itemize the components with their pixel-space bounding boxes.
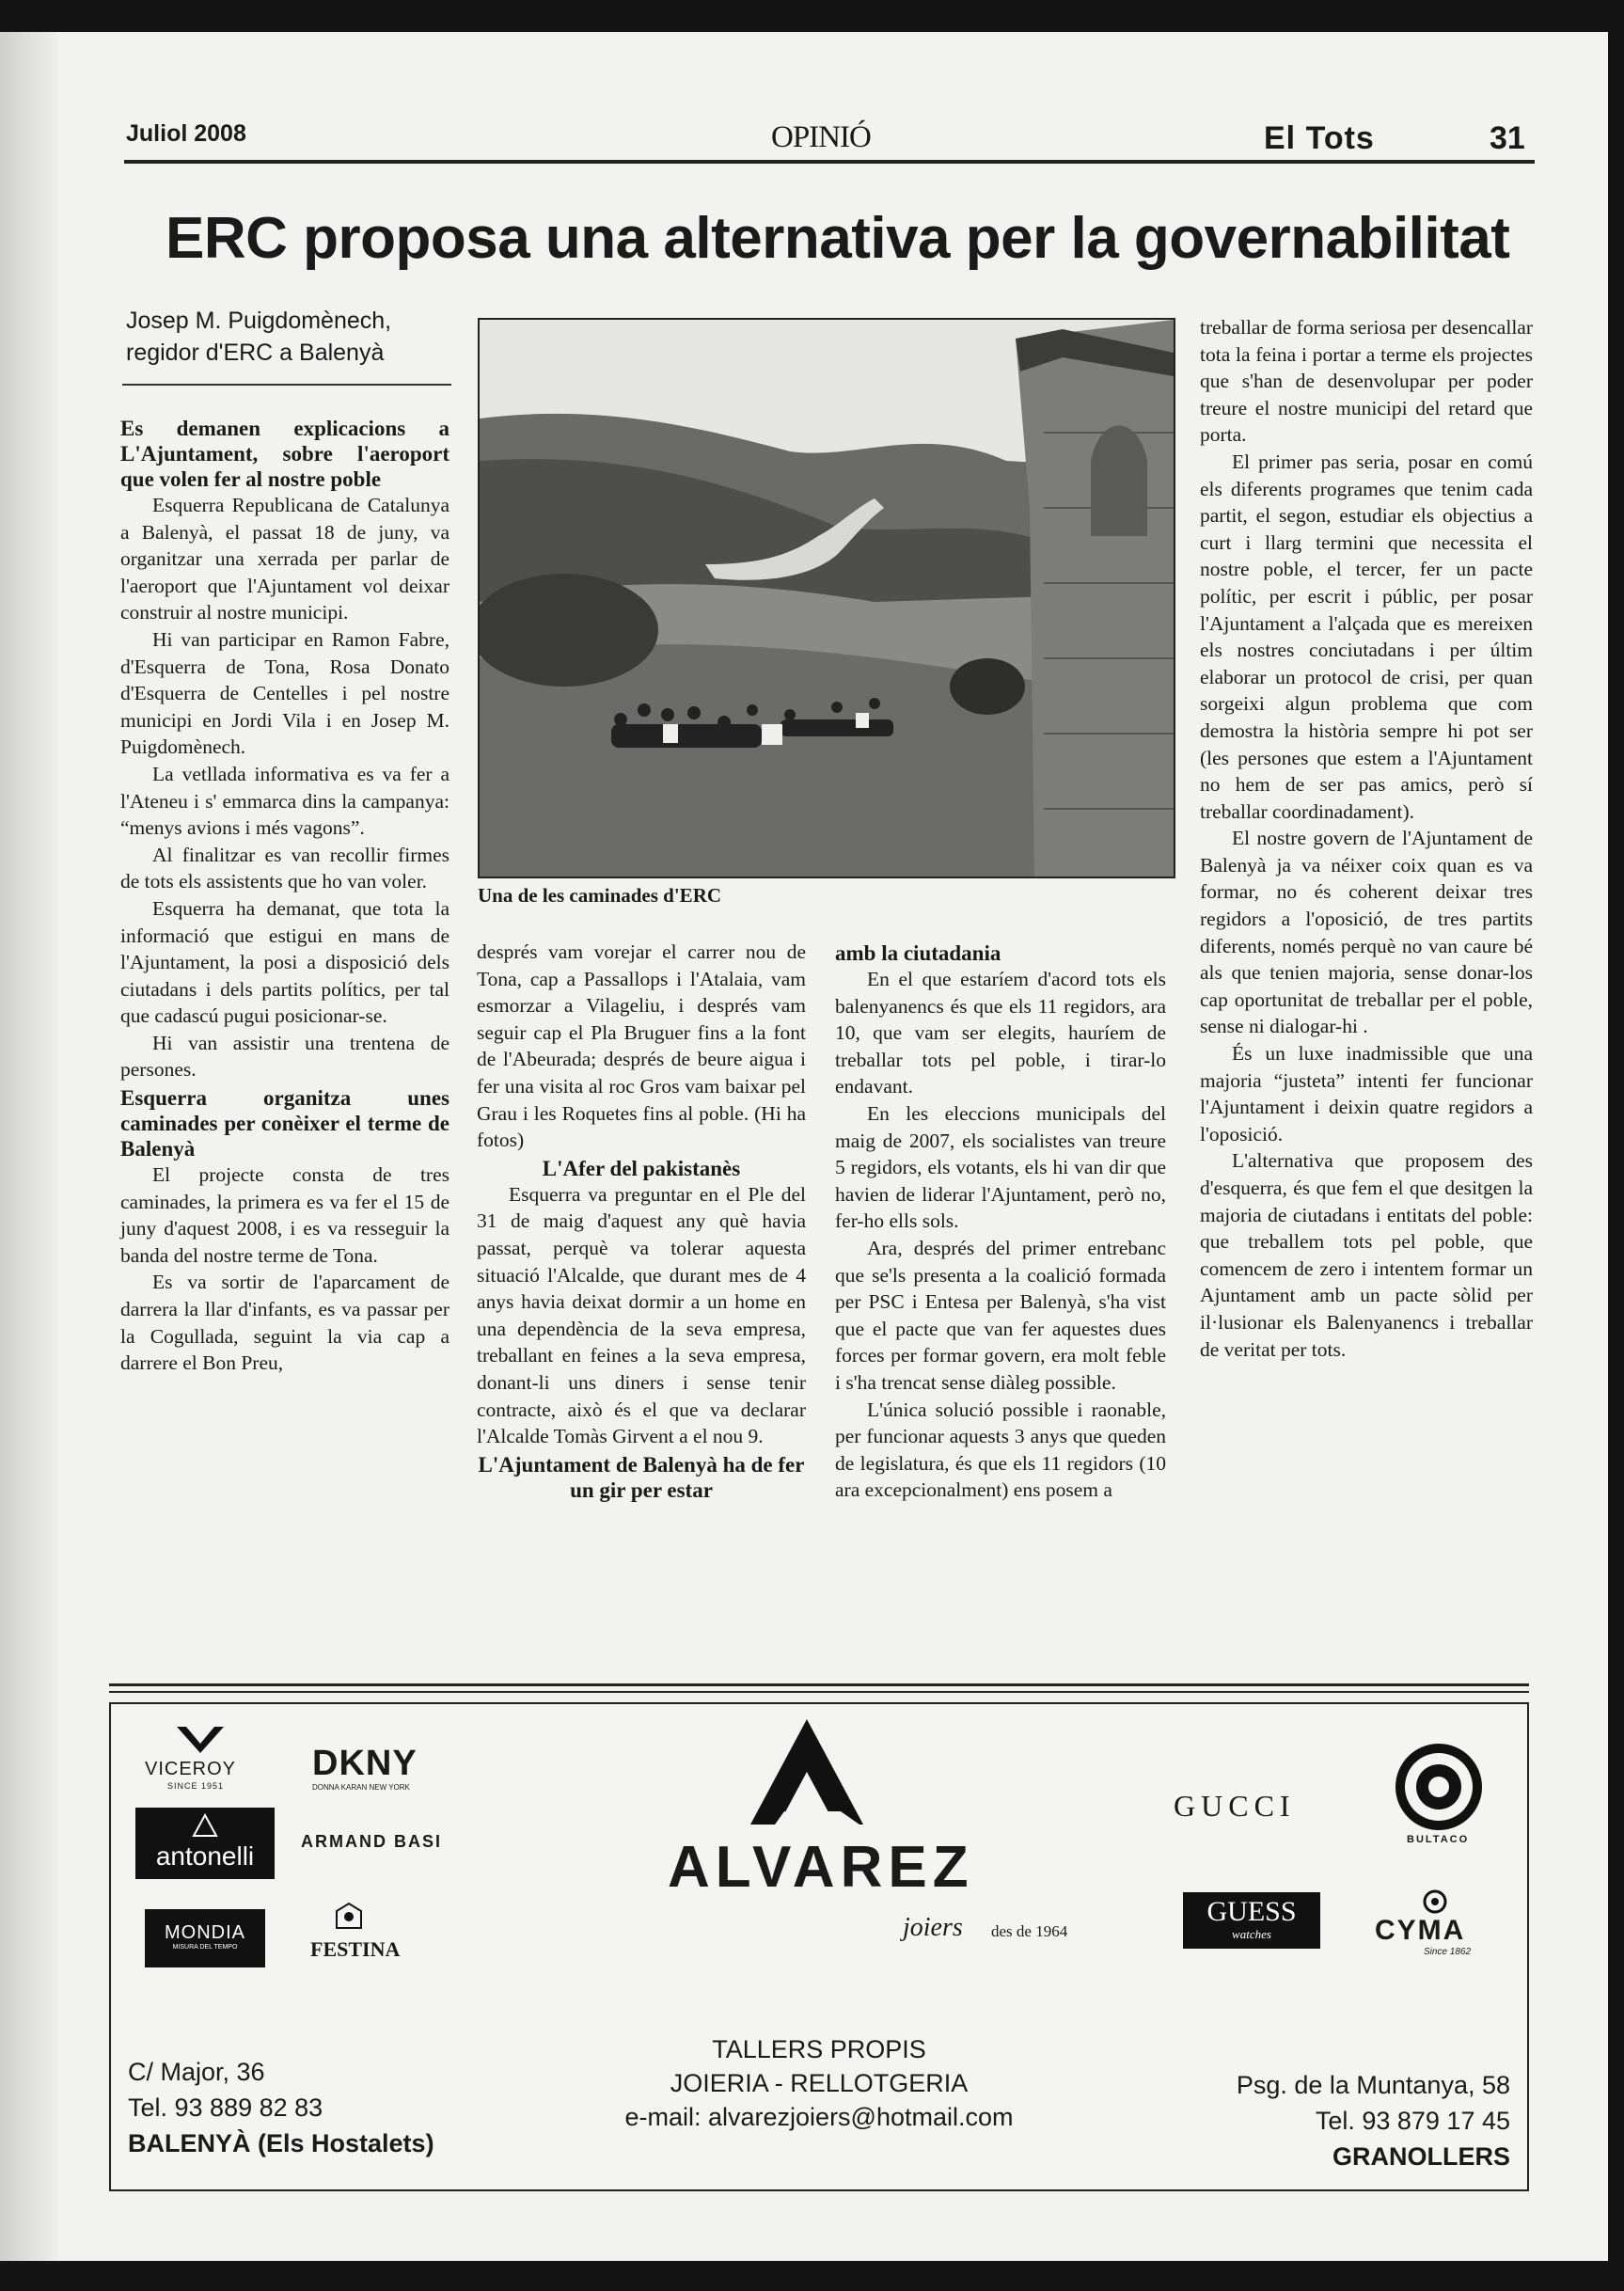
paragraph: Hi van assistir una trentena de persones. (120, 1031, 449, 1082)
paragraph: El nostre govern de l'Ajuntament de Balenyà ja va néixer coix quan es va formar, no és coherent deixar tres regidors a l'oposició, de tres partits diferents, només perquè no van caure bé als que tenien majoria, sense donar-los cap oportunitat de treballar per el poble, sense ni dialogar-hi . (1200, 827, 1533, 1038)
article-column-1 (120, 414, 449, 1377)
store-email[interactable]: e-mail: alvarezjoiers@hotmail.com (624, 2103, 1014, 2131)
store-since: des de 1964 (991, 1922, 1068, 1940)
left-shop-address: C/ Major, 36 (128, 2058, 265, 2086)
left-shop-phone: Tel. 93 889 82 83 (128, 2094, 323, 2122)
byline (126, 305, 449, 369)
ad-rule-bottom (109, 1691, 1529, 1693)
antonelli-logo (135, 1808, 275, 1879)
paragraph: La vetllada informativa es va fer a l'Ateneu i s' emmarca dins la campanya: “menys avions i més vagons”. (120, 762, 449, 840)
cyma-emblem-icon (1422, 1888, 1448, 1915)
mondia-logo (145, 1909, 265, 1967)
page-number: 31 (1490, 120, 1525, 156)
byline-author: Josep M. Puigdomènech, (126, 308, 392, 334)
viceroy-tagline: SINCE 1951 (167, 1781, 225, 1791)
paragraph: Esquerra ha demanat, que tota la informació que estigui en mans de l'Ajuntament, la posi a disposició dels ciutadans i dels partits polítics, per tal que cadascú pugui posicionar-se. (120, 896, 449, 1028)
paragraph: Es va sortir de l'aparcament de darrera la llar d'infants, es va passar per la Cogullada, seguint la via cap a darrere el Bon Preu, (120, 1271, 449, 1375)
jeweler-advertisement (109, 1702, 1529, 2191)
bultaco-logo-icon (1394, 1742, 1484, 1832)
viceroy-logo-icon (167, 1725, 233, 1757)
paragraph: El projecte consta de tres caminades, la primera es va fer el 15 de juny d'aquest 2008, i es va resseguir la banda del nostre terme de Tona. (120, 1163, 449, 1267)
armand-basi-brand: ARMAND BASI (301, 1832, 442, 1851)
bultaco-brand: BULTACO (1407, 1834, 1470, 1845)
guess-brand: GUESS (1206, 1896, 1297, 1927)
mondia-brand: MONDIA (165, 1922, 245, 1943)
gucci-brand: GUCCI (1174, 1789, 1296, 1823)
article-title: ERC proposa una alternativa per la governabilitat (166, 206, 1510, 271)
cyma-brand: CYMA (1375, 1915, 1466, 1946)
store-name: ALVAREZ (668, 1835, 974, 1900)
paragraph: treballar de forma seriosa per desencallar tota la feina i portar a terme els projectes que s'han de desenvolupar per poder treure el nostre municipi del retard que porta. (1200, 316, 1533, 447)
paragraph: En les eleccions municipals del maig de 2007, els socialistes van treure 5 regidors, els votants, els hi van dir que havien de liderar l'Ajuntament, però no, fer-ho ells sols. (835, 1101, 1166, 1233)
antonelli-brand: antonelli (155, 1841, 255, 1871)
article-column-3 (835, 939, 1166, 1504)
right-shop-town: GRANOLLERS (1332, 2142, 1510, 2171)
subheading: L'Ajuntament de Balenyà ha de fer un gir per estar (478, 1452, 805, 1502)
right-shop-address: Psg. de la Muntanya, 58 (1236, 2071, 1510, 2099)
issue-date: Juliol 2008 (126, 120, 246, 147)
header-rule (124, 160, 1535, 164)
antonelli-emblem-icon (191, 1813, 219, 1838)
services-line-2: JOIERIA - RELLOTGERIA (670, 2069, 969, 2097)
subheading: amb la ciutadania (835, 941, 1001, 965)
subheading: Es demanen explicacions a L'Ajuntament, sobre l'aeroport que volen fer al nostre poble (120, 417, 449, 491)
paragraph: L'única solució possible i raonable, per funcionar aquests 3 anys que queden de legislatura, és que els 11 regidors (10 ara excepcionalment) ens posem a (835, 1398, 1166, 1502)
article-column-4 (1200, 314, 1533, 1363)
mondia-tagline: MISURA DEL TEMPO (172, 1944, 238, 1951)
right-shop-phone: Tel. 93 879 17 45 (1315, 2107, 1510, 2135)
paragraph: Ara, després del primer entrebanc que se'ls presenta a la coalició formada per PSC i Entesa per Balenyà, s'ha vist que el pacte que van fer aquestes dues forces per formar govern, era molt feble i s'ha trencat sense diàleg possible. (835, 1236, 1166, 1394)
paragraph: Esquerra Republicana de Catalunya a Balenyà, el passat 18 de juny, va organitzar una xerrada per parlar de l'aeroport que l'Ajuntament vol deixar construir al nostre municipi. (120, 494, 449, 624)
byline-rule (122, 384, 451, 386)
publication-name: El Tots (1264, 120, 1375, 156)
guess-logo (1183, 1892, 1320, 1949)
store-tagline: joiers (903, 1913, 963, 1942)
alvarez-mountain-icon (747, 1717, 867, 1826)
byline-role: regidor d'ERC a Balenyà (126, 340, 385, 366)
paragraph: Al finalitzar es van recollir firmes de tots els assistents que ho van voler. (120, 843, 449, 893)
dkny-brand: DKNY (312, 1744, 418, 1783)
article-photo (478, 318, 1175, 878)
landscape-photo-image (480, 320, 1174, 877)
paragraph: L'alternativa que proposem des d'esquerra, és que fem el que desitgen la majoria de ciutadans i entitats del poble: que treballem tots pel poble, que comencem de zero i intentem formar un Ajuntament amb un pacte sòlid per il·lusionar els Balenyanencs i treballar de veritat per tots. (1200, 1149, 1533, 1361)
paragraph: Hi van participar en Ramon Fabre, d'Esquerra de Tona, Rosa Donato d'Esquerra de Centelles i pel nostre municipi en Jordi Vila i en Josep M. Puigdomènech. (120, 627, 449, 759)
viceroy-brand: VICEROY (145, 1759, 237, 1779)
cyma-tagline: Since 1862 (1424, 1947, 1472, 1957)
services-line-1: TALLERS PROPIS (712, 2035, 926, 2063)
article-column-2 (477, 939, 806, 1503)
guess-tagline: watches (1232, 1927, 1271, 1941)
festina-brand: FESTINA (310, 1937, 401, 1961)
paragraph: En el que estaríem d'acord tots els balenyanencs és que els 11 regidors, ara 10, que vam ser elegits, hauríem de treballar tots pel poble, i tirar-lo endavant. (835, 968, 1166, 1098)
paragraph: El primer pas seria, posar en comú els diferents programes que tenim cada partit, el segon, estudiar els objectius a curt i llarg termini que necessita el nostre poble, el tercer, fer un pacte polític, per escrit i públic, per posar l'Ajuntament a l'alçada que es mereixen els nostres conciutadans i per últim elaborar un protocol de crisi, per quan sorgeixi algun problema que com demostra la història sempre hi pot ser (les persones que estem a l'Ajuntament no hem de ser pas amics, però sí treballar coordinadament). (1200, 450, 1533, 823)
paragraph: després vam vorejar el carrer nou de Tona, cap a Passallops i l'Atalaia, vam esmorzar a Vilageliu, i després vam seguir cap el Pla Bruguer fins a la font de l'Abeurada; després de beure aigua i fer una visita al roc Gros vam baixar pel Grau i les Roquetes fins al poble. (Hi ha fotos) (477, 940, 806, 1152)
ad-rule-top (109, 1683, 1529, 1686)
paragraph: És un luxe inadmissible que una majoria “justeta” intenti fer funcionar l'Ajuntament i deixin quatre regidors a l'oposició. (1200, 1042, 1533, 1146)
festina-crest-icon (333, 1902, 365, 1930)
photo-caption: Una de les caminades d'ERC (478, 884, 722, 907)
paragraph: Esquerra va preguntar en el Ple del 31 de maig d'aquest any què havia passat, perquè va tolerar aquesta situació l'Alcalde, que durant mes de 4 anys havia deixat dormir a un home en una dependència de la seva empresa, treballant en feines a la seva empresa, donant-li uns diners i sense tenir contracte, això és el que va declarar l'Alcalde Tomàs Girvent a el nou 9. (477, 1182, 806, 1448)
left-shop-town: BALENYÀ (Els Hostalets) (128, 2129, 434, 2157)
section-name: OPINIÓ (771, 120, 871, 154)
subheading: Esquerra organitza unes caminades per conèixer el terme de Balenyà (120, 1086, 449, 1161)
dkny-tagline: DONNA KARAN NEW YORK (312, 1783, 410, 1792)
page-spine (0, 32, 58, 2261)
subheading: L'Afer del pakistanès (542, 1156, 741, 1180)
